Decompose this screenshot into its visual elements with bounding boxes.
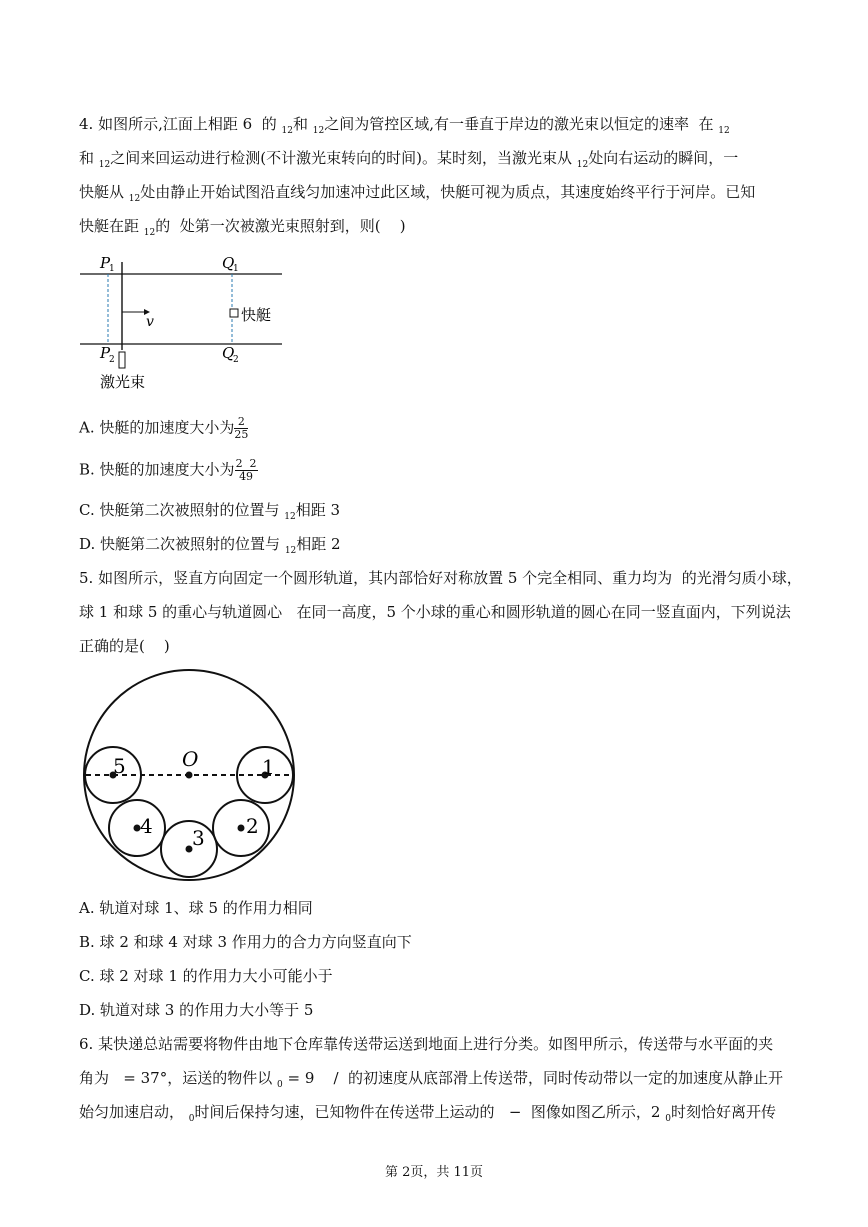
laser-label: 激光束 (100, 373, 146, 391)
q6-line-1: 6. 某快递总站需要将物件由地下仓库靠传送带运送到地面上进行分类。如图甲所示，传送带与水平面的夹 (79, 1035, 774, 1053)
ball-3-label: 3 (192, 826, 205, 850)
q5-line-3: 正确的是( ) (79, 637, 170, 655)
q6-line-2: 角为 = 37°，运送的物件以 $_0$ = 9 / 的初速度从底部滑上传送带，同时传动带以一定的加速度从静止开 (79, 1069, 784, 1090)
boat-icon (230, 309, 238, 317)
q5-option-b: B. 球 2 和球 4 对球 3 作用力的合力方向竖直向下 (79, 933, 412, 951)
center-label: O (182, 747, 199, 771)
q5-line-2: 球 1 和球 5 的重心与轨道圆心 在同一高度，5 个小球的重心和圆形轨道的圆心在同一竖直面内，下列说法 (79, 603, 791, 621)
p1-sub: 1 (109, 264, 115, 274)
velocity-label: v (146, 314, 154, 330)
q6-line-3: 始匀加速启动， $_0$时间后保持匀速，已知物件在传送带上运动的 − 图像如图乙所示，2 $_0$时刻恰好离开传 (79, 1103, 776, 1124)
q1-sub: 1 (233, 264, 239, 274)
q4-line-4: 快艇在距 $_{12}$的 处第一次被激光束照射到，则( ) (79, 217, 406, 238)
q1-label: Q (222, 254, 235, 272)
q5-line-1: 5. 如图所示，竖直方向固定一个圆形轨道，其内部恰好对称放置 5 个完全相同、重力均为 的光滑匀质小球， (79, 569, 802, 587)
q4-line-1: 4. 如图所示,江面上相距 6 的 $_{12}$和 $_{12}$之间为管控区域,有一垂直于岸边的激光束以恒定的速率 在 $_{12}$ (79, 115, 730, 136)
ball-1-label: 1 (262, 755, 275, 779)
center-dot (186, 772, 193, 779)
q4-option-d: D. 快艇第二次被照射的位置与 $_{12}$相距 2 (79, 535, 341, 556)
ball-2-center (238, 825, 245, 832)
q5-option-d: D. 轨道对球 3 的作用力大小等于 5 (79, 1001, 314, 1019)
q4-line-2: 和 $_{12}$之间来回运动进行检测(不计激光束转向的时间)。某时刻，当激光束从 $_{12}$处向右运动的瞬间，一 (79, 149, 739, 170)
q5-option-a: A. 轨道对球 1、球 5 的作用力相同 (79, 899, 313, 917)
river-figure (80, 250, 300, 395)
ball-2-label: 2 (246, 814, 259, 838)
boat-label: 快艇 (241, 306, 272, 324)
ball-4-label: 4 (140, 814, 153, 838)
q4-option-c: C. 快艇第二次被照射的位置与 $_{12}$相距 3 (79, 501, 341, 522)
q5-option-c: C. 球 2 对球 1 的作用力大小可能小于 (79, 967, 333, 985)
circular-track-figure (80, 667, 300, 887)
q2-label: Q (222, 344, 235, 362)
q4-line-3: 快艇从 $_{12}$处由静止开始试图沿直线匀加速冲过此区域，快艇可视为质点，其速度始终平行于河岸。已知 (79, 183, 756, 204)
q2-sub: 2 (233, 355, 239, 365)
ball-5-label: 5 (113, 754, 126, 778)
page-footer: 第 2页，共 11页 (384, 1165, 484, 1180)
laser-device-icon (119, 352, 125, 368)
option-a-fraction: $\frac{2}{25}$ (234, 415, 249, 441)
p1-label: P (100, 254, 111, 272)
option-b-fraction: $\frac{2 2}{49}$ (235, 457, 257, 483)
p2-sub: 2 (109, 355, 115, 365)
q4-option-a: A. 快艇的加速度大小为 $\frac{2}{25}$ (79, 415, 249, 441)
p2-label: P (100, 344, 111, 362)
q4-option-b: B. 快艇的加速度大小为 $\frac{2 2}{49}$ (79, 457, 257, 483)
